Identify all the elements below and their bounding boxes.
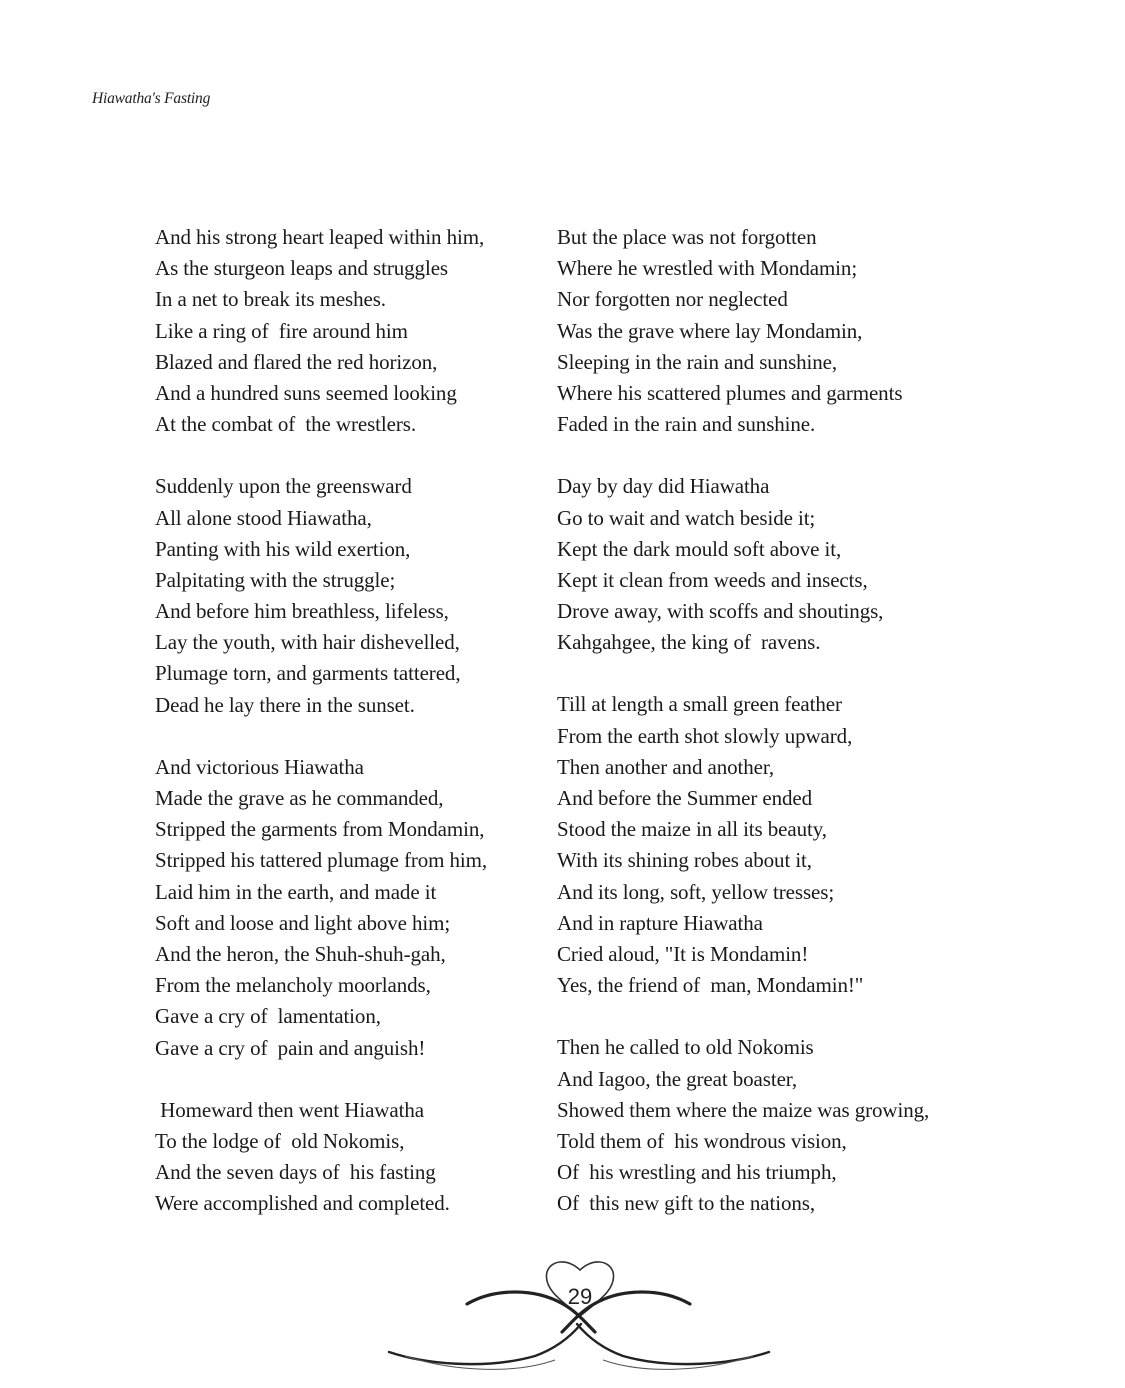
verse-line: Kahgahgee, the king of ravens. [557, 630, 821, 655]
verse-line: Showed them where the maize was growing, [557, 1097, 930, 1122]
verse-line: Sleeping in the rain and sunshine, [557, 349, 838, 374]
verse-line: Where his scattered plumes and garments [557, 380, 903, 405]
stanza [155, 1095, 575, 1220]
verse-line: Where he wrestled with Mondamin; [557, 256, 858, 281]
heart-flourish-ornament-icon [385, 1252, 775, 1380]
verse-line: All alone stood Hiawatha, [155, 505, 372, 530]
poem-column-right [557, 222, 997, 1250]
verse-line: Till at length a small green feather [557, 692, 842, 717]
verse-line: But the place was not forgotten [557, 225, 817, 249]
verse-line: Cried aloud, "It is Mondamin! [557, 941, 809, 966]
verse-line: And before him breathless, lifeless, [155, 599, 449, 624]
verse-line: From the earth shot slowly upward, [557, 723, 853, 748]
verse-line: Homeward then went Hiawatha [155, 1097, 424, 1122]
verse-line: Soft and loose and light above him; [155, 910, 451, 935]
verse-line: Then he called to old Nokomis [557, 1035, 814, 1060]
swoop-right-lower [577, 1324, 769, 1364]
verse-line: And his strong heart leaped within him, [155, 225, 485, 249]
stanza [557, 1032, 997, 1219]
verse-line: And before the Summer ended [557, 786, 813, 810]
verse-line: Of this new gift to the nations, [557, 1191, 816, 1216]
stanza [155, 222, 575, 440]
poem-column-left [155, 222, 575, 1250]
stanza [557, 222, 997, 440]
verse-line: Dead he lay there in the sunset. [155, 692, 415, 717]
accent-left [405, 1356, 555, 1369]
verse-line: And in rapture Hiawatha [557, 910, 763, 935]
verse-line: Suddenly upon the greensward [155, 474, 412, 499]
verse-line: Gave a cry of pain and anguish! [155, 1035, 426, 1060]
stanza [557, 471, 997, 658]
verse-line: To the lodge of old Nokomis, [155, 1128, 405, 1153]
verse-line: Palpitating with the struggle; [155, 567, 396, 592]
verse-line: Gave a cry of lamentation, [155, 1004, 381, 1029]
stanza [155, 752, 575, 1064]
stanza [557, 689, 997, 1001]
verse-line: Day by day did Hiawatha [557, 474, 770, 499]
verse-line: As the sturgeon leaps and struggles [155, 256, 448, 281]
verse-line: And Iagoo, the great boaster, [557, 1066, 798, 1091]
verse-line: Yes, the friend of man, Mondamin!" [557, 973, 864, 998]
verse-line: Lay the youth, with hair dishevelled, [155, 630, 460, 655]
stanza [155, 471, 575, 721]
verse-line: In a net to break its meshes. [155, 287, 386, 312]
verse-line: From the melancholy moorlands, [155, 973, 431, 998]
verse-line: Stripped his tattered plumage from him, [155, 848, 488, 873]
verse-line: And its long, soft, yellow tresses; [557, 879, 835, 904]
verse-line: And the heron, the Shuh-shuh-gah, [155, 941, 446, 966]
accent-right [603, 1356, 753, 1369]
verse-line: Laid him in the earth, and made it [155, 879, 437, 904]
flourish-svg [385, 1252, 775, 1380]
verse-line: Were accomplished and completed. [155, 1191, 450, 1216]
verse-line: Nor forgotten nor neglected [557, 287, 788, 312]
verse-line: Drove away, with scoffs and shoutings, [557, 599, 884, 624]
verse-line: Told them of his wondrous vision, [557, 1128, 847, 1153]
verse-line: And the seven days of his fasting [155, 1160, 436, 1185]
verse-line: Kept the dark mould soft above it, [557, 536, 842, 561]
verse-line: Then another and another, [557, 754, 775, 779]
verse-line: With its shining robes about it, [557, 848, 812, 873]
verse-line: Of his wrestling and his triumph, [557, 1160, 837, 1185]
verse-line: Plumage torn, and garments tattered, [155, 661, 461, 686]
verse-line: Like a ring of fire around him [155, 318, 408, 343]
running-header-title: Hiawatha's Fasting [92, 90, 211, 107]
verse-line: Blazed and flared the red horizon, [155, 349, 438, 374]
verse-line: Panting with his wild exertion, [155, 536, 411, 561]
verse-line: Made the grave as he commanded, [155, 786, 444, 810]
verse-line: Faded in the rain and sunshine. [557, 412, 816, 437]
verse-line: Stripped the garments from Mondamin, [155, 817, 485, 842]
verse-line: Was the grave where lay Mondamin, [557, 318, 863, 343]
verse-line: Stood the maize in all its beauty, [557, 817, 827, 842]
page-number: 29 [567, 1284, 593, 1309]
verse-line: At the combat of the wrestlers. [155, 412, 416, 437]
verse-line: Kept it clean from weeds and insects, [557, 567, 868, 592]
verse-line: And a hundred suns seemed looking [155, 380, 457, 405]
verse-line: Go to wait and watch beside it; [557, 505, 816, 530]
swoop-left-lower [389, 1324, 581, 1364]
verse-line: And victorious Hiawatha [155, 754, 364, 779]
